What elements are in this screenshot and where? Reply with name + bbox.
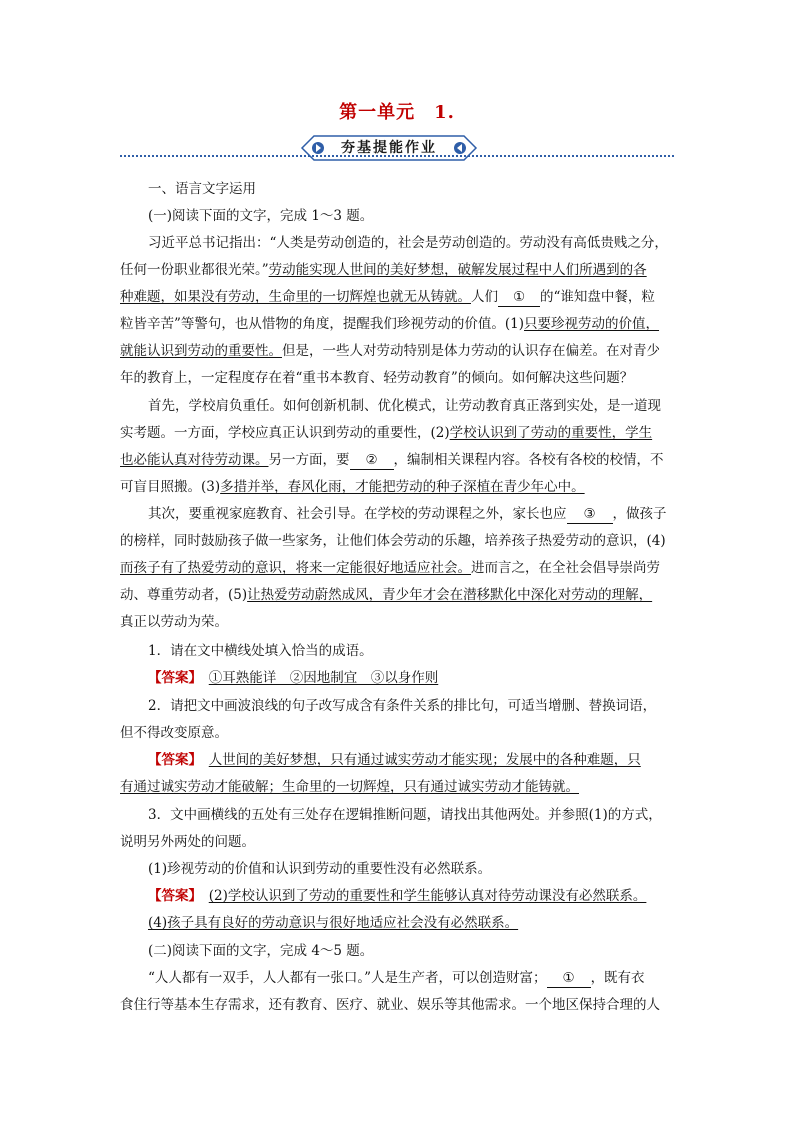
passage-line: 可盲目照搬。(3)多措并举，春风化雨，才能把劳动的种子深植在青少年心中。 (120, 479, 585, 495)
blank-2: ② (350, 451, 394, 470)
page-title: 第一单元 1. (339, 102, 455, 123)
passage-line: 种难题，如果没有劳动，生命里的一切辉煌也就无从铸就。人们 ① 的“谁知盘中餐，粒 (120, 289, 655, 305)
passage-line: 也必能认真对待劳动课。另一方面，要 ② ，编制相关课程内容。各校有各校的校情，不 (120, 452, 664, 468)
answer-3: 【答案】 (2)学校认识到了劳动的重要性和学生能够认真对待劳动课没有必然联系。 (148, 888, 647, 904)
question-3-example: (1)珍视劳动的价值和认识到劳动的重要性没有必然联系。 (148, 861, 492, 877)
passage-line: 就能认识到劳动的重要性。但是，一些人对劳动特别是体力劳动的认识存在偏差。在对青少 (120, 343, 660, 359)
passage-line: 动、尊重劳动者，(5)让热爱劳动蔚然成风，青少年才会在潜移默化中深化对劳动的理解， (120, 587, 653, 603)
passage-line: 年的教育上，一定程度存在着“重书本教育、轻劳动教育”的倾向。如何解决这些问题？ (120, 370, 634, 386)
question-3-cont: 说明另外两处的问题。 (120, 834, 255, 850)
question-2-cont: 但不得改变原意。 (120, 725, 228, 741)
section-heading: 一、语言文字运用 (148, 181, 256, 197)
blank-1: ① (498, 288, 540, 307)
passage-line: 习近平总书记指出：“人类是劳动创造的，社会是劳动创造的。劳动没有高低贵贱之分， (148, 235, 668, 251)
answer-3-cont: (4)孩子具有良好的劳动意识与很好地适应社会没有必然联系。 (148, 915, 519, 931)
passage-line: 首先，学校肩负重任。如何创新机制、优化模式，让劳动教育真正落到实处，是一道现 (148, 398, 661, 414)
passage-line: 实考题。一方面，学校应真正认识到劳动的重要性，(2)学校认识到了劳动的重要性，学生 (120, 425, 653, 441)
reading-instruction: (二)阅读下面的文字，完成 4～5 题。 (148, 943, 374, 959)
blank-4: ① (547, 969, 591, 988)
answer-2-cont: 有通过诚实劳动才能破解；生命里的一切辉煌，只有通过诚实劳动才能铸就。 (120, 779, 579, 795)
banner-divider (120, 155, 674, 157)
passage-line: 粒皆辛苦”等警句，也从惜物的角度，提醒我们珍视劳动的价值。(1)只要珍视劳动的价值， (120, 316, 660, 332)
passage-line: 而孩子有了热爱劳动的意识，将来一定能很好地适应社会。进而言之，在全社会倡导崇尚劳 (120, 560, 660, 576)
banner-label: 夯基提能作业 (341, 140, 437, 156)
section-banner (300, 134, 478, 162)
passage-line: 的榜样，同时鼓励孩子做一些家务，让他们体会劳动的乐趣，培养孩子热爱劳动的意识，(4) (120, 533, 666, 549)
question-1: 1．请在文中横线处填入恰当的成语。 (148, 643, 373, 659)
passage-line: “人人都有一双手，人人都有一张口。”人是生产者，可以创造财富； ① ，既有衣 (148, 970, 645, 986)
passage-line: 任何一份职业都很光荣。”劳动能实现人世间的美好梦想，破解发展过程中人们所遇到的各 (120, 262, 647, 278)
answer-2: 【答案】 人世间的美好梦想，只有通过诚实劳动才能实现；发展中的各种难题，只 (148, 752, 641, 768)
question-3: 3．文中画横线的五处有三处存在逻辑推断问题，请找出其他两处。并参照(1)的方式， (148, 807, 662, 823)
passage-line: 其次，要重视家庭教育、社会引导。在学校的劳动课程之外，家长也应 ③ ，做孩子 (148, 506, 667, 522)
blank-3: ③ (567, 505, 613, 524)
passage-line: 真正以劳动为荣。 (120, 614, 228, 630)
question-2: 2．请把文中画波浪线的句子改写成含有条件关系的排比句，可适当增删、替换词语， (148, 698, 657, 714)
reading-instruction: (一)阅读下面的文字，完成 1～3 题。 (148, 208, 374, 224)
passage-line: 食住行等基本生存需求，还有教育、医疗、就业、娱乐等其他需求。一个地区保持合理的人 (120, 997, 660, 1013)
answer-1: 【答案】 ①耳熟能详 ②因地制宜 ③以身作则 (148, 670, 439, 686)
